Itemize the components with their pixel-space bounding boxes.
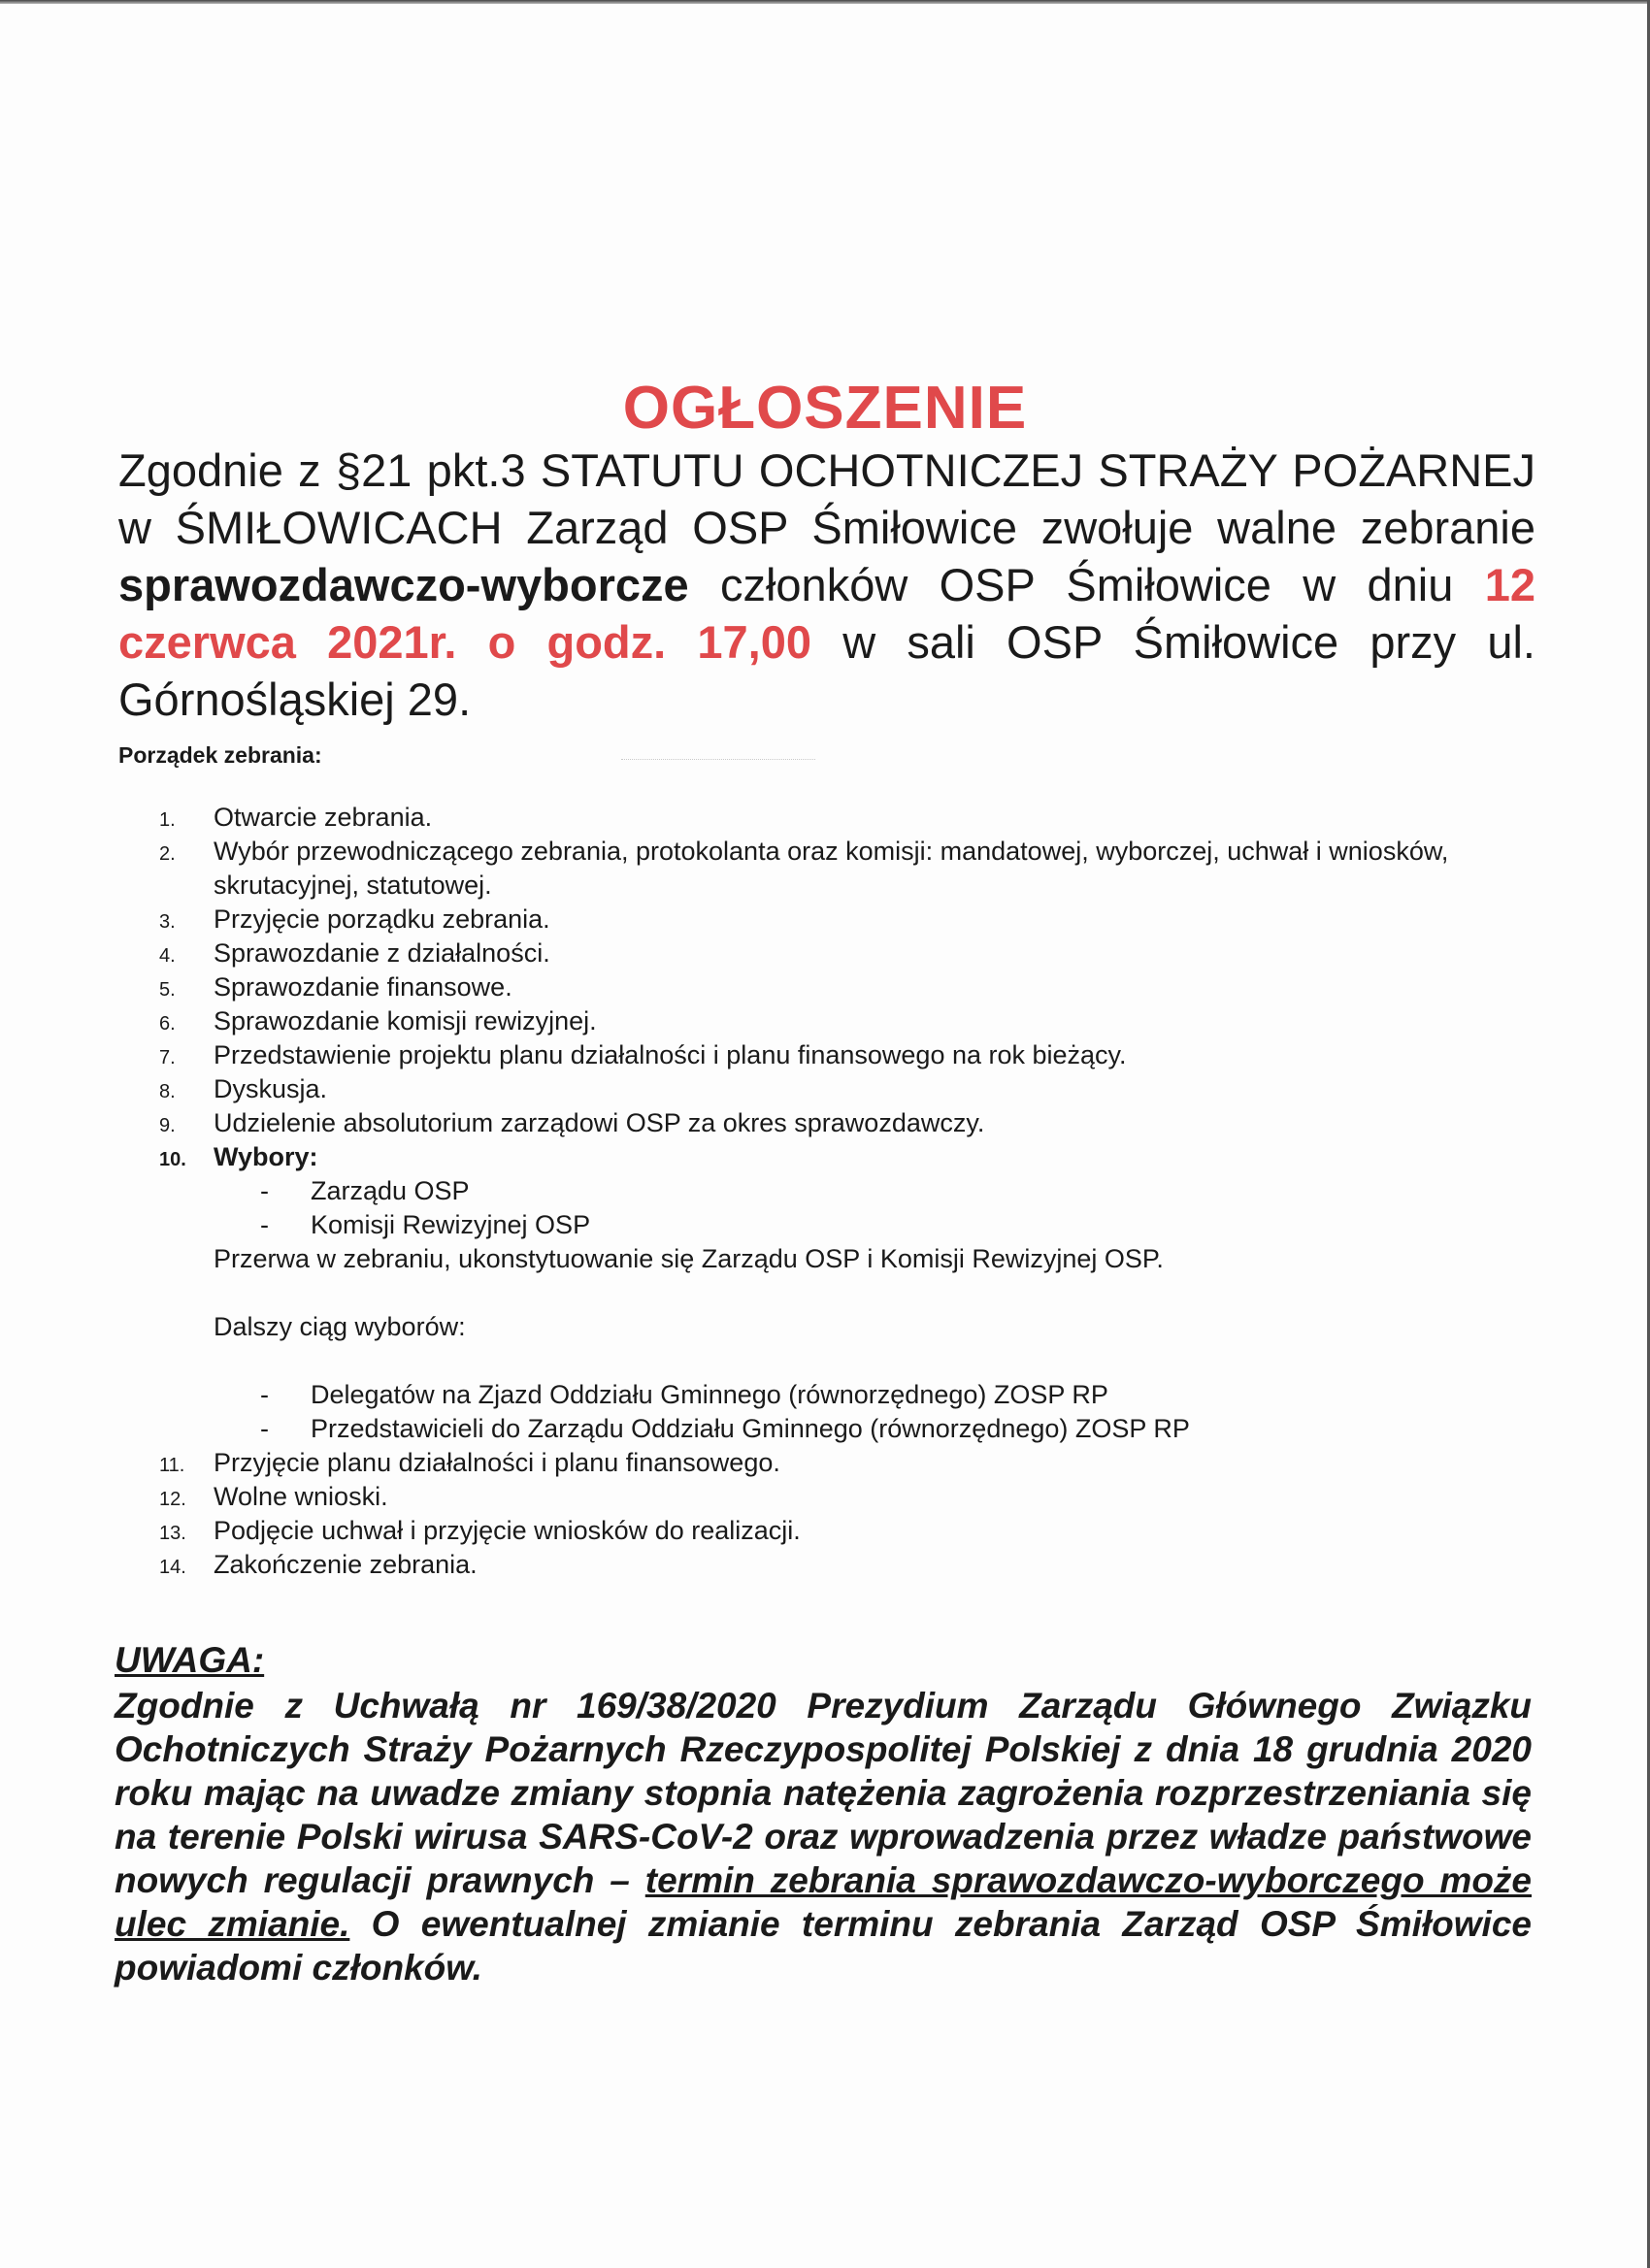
agenda-item — [118, 970, 1516, 1004]
continue-note: Dalszy ciąg wyborów: — [214, 1312, 466, 1341]
item-text: Dyskusja. — [214, 1074, 328, 1103]
item-number: 6. — [159, 1013, 176, 1035]
item-text: Przyjęcie planu działalności i planu finansowego. — [214, 1448, 780, 1477]
item-text: Sprawozdanie finansowe. — [214, 972, 512, 1002]
agenda-list — [118, 801, 1516, 1582]
sub-item-text: Zarządu OSP — [311, 1176, 470, 1205]
item-text: Wybór przewodniczącego zebrania, protokolanta oraz komisji: mandatowej, wyborczej, uchwał i wniosków, skrutacyjnej, statutowej. — [214, 837, 1449, 900]
item-number: 14. — [159, 1557, 186, 1578]
item-text: Sprawozdanie komisji rewizyjnej. — [214, 1006, 597, 1035]
intro-text: Zgodnie z §21 pkt.3 STATUTU OCHOTNICZEJ STRAŻY POŻARNEJ w ŚMIŁOWICACH Zarząd OSP Śmiłowice zwołuje walne zebranie — [118, 444, 1535, 553]
scan-smudge — [621, 749, 815, 760]
agenda-item — [118, 835, 1516, 903]
item-number: 10. — [159, 1149, 186, 1170]
notice-warning-heading: UWAGA: — [115, 1640, 265, 1680]
agenda-heading: Porządek zebrania: — [118, 742, 322, 768]
item-text: Wolne wnioski. — [214, 1482, 388, 1511]
dash-bullet: - — [260, 1414, 269, 1443]
item-number: 12. — [159, 1489, 186, 1510]
item-text: Przyjęcie porządku zebrania. — [214, 904, 550, 934]
item-number: 4. — [159, 945, 176, 967]
item-number: 3. — [159, 911, 176, 933]
break-note: Przerwa w zebraniu, ukonstytuowanie się Zarządu OSP i Komisji Rewizyjnej OSP. — [214, 1244, 1164, 1273]
item-number: 8. — [159, 1081, 176, 1102]
sub-item-text: Komisji Rewizyjnej OSP — [311, 1210, 591, 1239]
item-number: 5. — [159, 979, 176, 1001]
meeting-type: sprawozdawczo-wyborcze — [118, 559, 689, 610]
agenda-item — [118, 903, 1516, 937]
warning-text: Zgodnie z Uchwałą nr 169/38/2020 Prezydium Zarządu Głównego Związku Ochotniczych Straży Pożarnych Rzeczypospolitej Polskiej z dnia 18 grudnia 2020 roku mając na uwadze zmiany stopnia natężenia zagrożenia rozprzestrzeniania się na terenie Polski wirusa SARS-CoV-2 oraz wprowadzenia przez władze państwowe nowych regulacji prawnych – — [115, 1686, 1532, 1900]
warning-text: O ewentualnej zmianie terminu zebrania Zarząd OSP Śmiłowice powiadomi członków. — [115, 1904, 1532, 1988]
item-text: Otwarcie zebrania. — [214, 803, 433, 832]
intro-text: w sali OSP Śmiłowice przy ul. Górnośląskiej 29. — [118, 616, 1535, 725]
agenda-item — [118, 1446, 1516, 1480]
agenda-item — [118, 1004, 1516, 1038]
item-number: 2. — [159, 843, 176, 865]
item-text: Udzielenie absolutorium zarządowi OSP za okres sprawozdawczy. — [214, 1108, 985, 1137]
item-text: Zakończenie zebrania. — [214, 1550, 478, 1579]
agenda-item — [118, 937, 1516, 970]
sub-item-text: Delegatów na Zjazd Oddziału Gminnego (równorzędnego) ZOSP RP — [311, 1380, 1108, 1409]
agenda-item — [118, 1514, 1516, 1548]
notice-warning-body — [115, 1684, 1532, 1989]
item-number: 7. — [159, 1047, 176, 1068]
item-text: Wybory: — [214, 1142, 318, 1171]
sub-item — [118, 1174, 1516, 1208]
agenda-item-elections — [118, 1140, 1516, 1174]
meeting-date: 12 czerwca 2021r. o godz. 17,00 — [118, 559, 1535, 668]
notice-intro — [118, 442, 1535, 728]
agenda-item — [118, 801, 1516, 835]
dash-bullet: - — [260, 1380, 269, 1409]
dash-bullet: - — [260, 1210, 269, 1239]
item-text: Sprawozdanie z działalności. — [214, 938, 550, 968]
agenda-item — [118, 1480, 1516, 1514]
intro-text: członków OSP Śmiłowice w dniu — [688, 559, 1485, 610]
item-text: Przedstawienie projektu planu działalności i planu finansowego na rok bieżący. — [214, 1040, 1127, 1069]
item-number: 1. — [159, 809, 176, 831]
dash-bullet: - — [260, 1176, 269, 1205]
agenda-item — [118, 1038, 1516, 1072]
item-text: Podjęcie uchwał i przyjęcie wniosków do realizacji. — [214, 1516, 801, 1545]
agenda-item — [118, 1548, 1516, 1582]
item-number: 9. — [159, 1115, 176, 1136]
item-number: 11. — [159, 1455, 185, 1476]
notice-title: OGŁOSZENIE — [622, 375, 1028, 442]
sub-item — [118, 1208, 1516, 1242]
scan-edge — [0, 0, 1650, 4]
sub-item — [118, 1378, 1516, 1412]
sub-item-text: Przedstawicieli do Zarządu Oddziału Gminnego (równorzędnego) ZOSP RP — [311, 1414, 1190, 1443]
item-number: 13. — [159, 1523, 186, 1544]
agenda-item — [118, 1072, 1516, 1106]
warning-underlined: termin zebrania sprawozdawczo-wyborczego może ulec zmianie. — [115, 1860, 1533, 1944]
agenda-item — [118, 1106, 1516, 1140]
sub-item — [118, 1412, 1516, 1446]
